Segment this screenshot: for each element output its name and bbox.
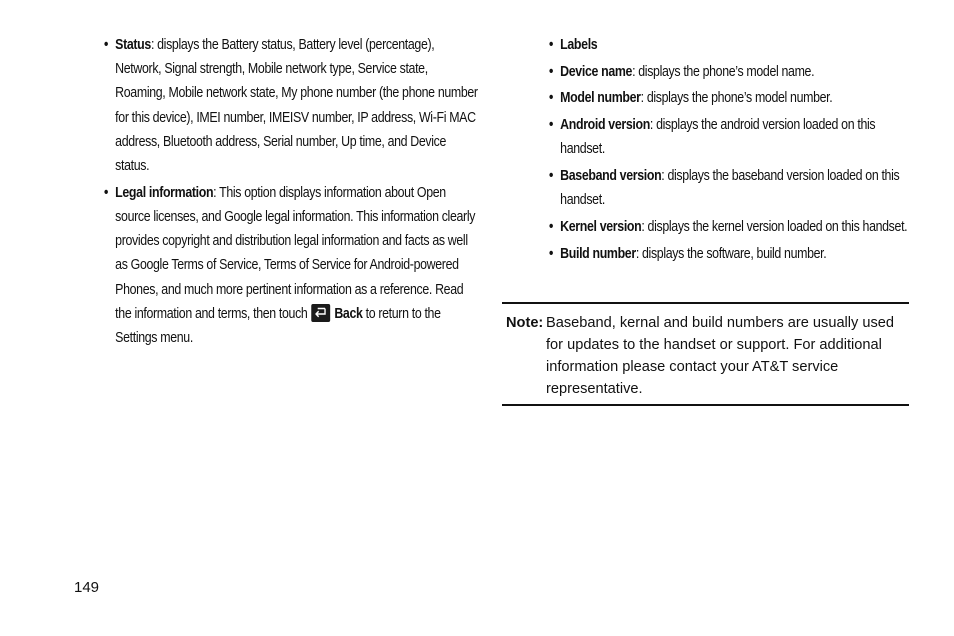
bullet-dot: •	[104, 184, 108, 201]
bullet-dot: •	[549, 168, 553, 185]
build-number-term: Build number	[560, 245, 636, 262]
back-arrow-icon	[311, 304, 330, 322]
kernel-version-text: : displays the kernel version loaded on this handset.	[641, 218, 908, 235]
labels-term: Labels	[560, 37, 598, 53]
model-number-item	[549, 86, 920, 110]
back-after-text: to return to the Settings menu.	[115, 305, 441, 346]
device-name-term: Device name	[560, 63, 633, 80]
bullet-dot: •	[549, 117, 553, 134]
bullet-dot: •	[549, 218, 553, 235]
model-number-term: Model number	[560, 90, 641, 107]
note-text: Baseband, kernal and build numbers are usually used for updates to the handset or support. For additional information please contact your AT&T service representative.	[546, 315, 895, 397]
page-number: 149	[74, 579, 100, 596]
note-label: Note:	[506, 315, 544, 331]
build-number-item	[549, 242, 920, 266]
note-box	[502, 302, 909, 406]
legal-information-item	[104, 181, 478, 350]
baseband-version-text: : displays the baseband version loaded on this handset.	[560, 168, 900, 209]
back-term: Back	[334, 305, 363, 322]
bullet-dot: •	[549, 37, 553, 53]
baseband-version-item	[549, 164, 920, 212]
android-version-term: Android version	[560, 117, 650, 134]
bullet-dot: •	[549, 90, 553, 107]
left-column	[104, 33, 478, 350]
baseband-version-term: Baseband version	[560, 168, 662, 185]
model-number-text: : displays the phone’s model number.	[640, 90, 833, 107]
bullet-dot: •	[104, 37, 108, 53]
device-name-item	[549, 60, 920, 84]
android-version-text: : displays the android version loaded on this handset.	[560, 117, 876, 158]
build-number-text: : displays the software, build number.	[635, 245, 827, 262]
status-item	[104, 33, 478, 178]
right-column	[549, 33, 909, 266]
kernel-version-term: Kernel version	[560, 218, 642, 235]
bullet-dot: •	[549, 63, 553, 80]
status-term: Status	[115, 37, 151, 53]
legal-information-term: Legal information	[115, 184, 214, 201]
android-version-item	[549, 113, 920, 161]
kernel-version-item	[549, 215, 920, 239]
labels-item	[549, 33, 920, 57]
legal-information-text: : This option displays information about Open source licenses, and Google legal information. This information clearly provides copyright and distribution legal information and facts as well as Google Terms of Service, Terms of Service for Android-powered Phones, and much more pertinent information as a reference. Read the information and terms, then touch	[115, 184, 476, 322]
status-text: : displays the Battery status, Battery level (percentage), Network, Signal strength, Mobile network type, Service state, Roaming, Mobile network state, My phone number (the phone number for this device), IMEI number, IMEISV number, IP address, Wi-Fi MAC address, Bluetooth address, Serial number, Up time, and Device status.	[115, 37, 478, 175]
bullet-dot: •	[549, 245, 553, 262]
device-name-text: : displays the phone’s model name.	[632, 63, 815, 80]
